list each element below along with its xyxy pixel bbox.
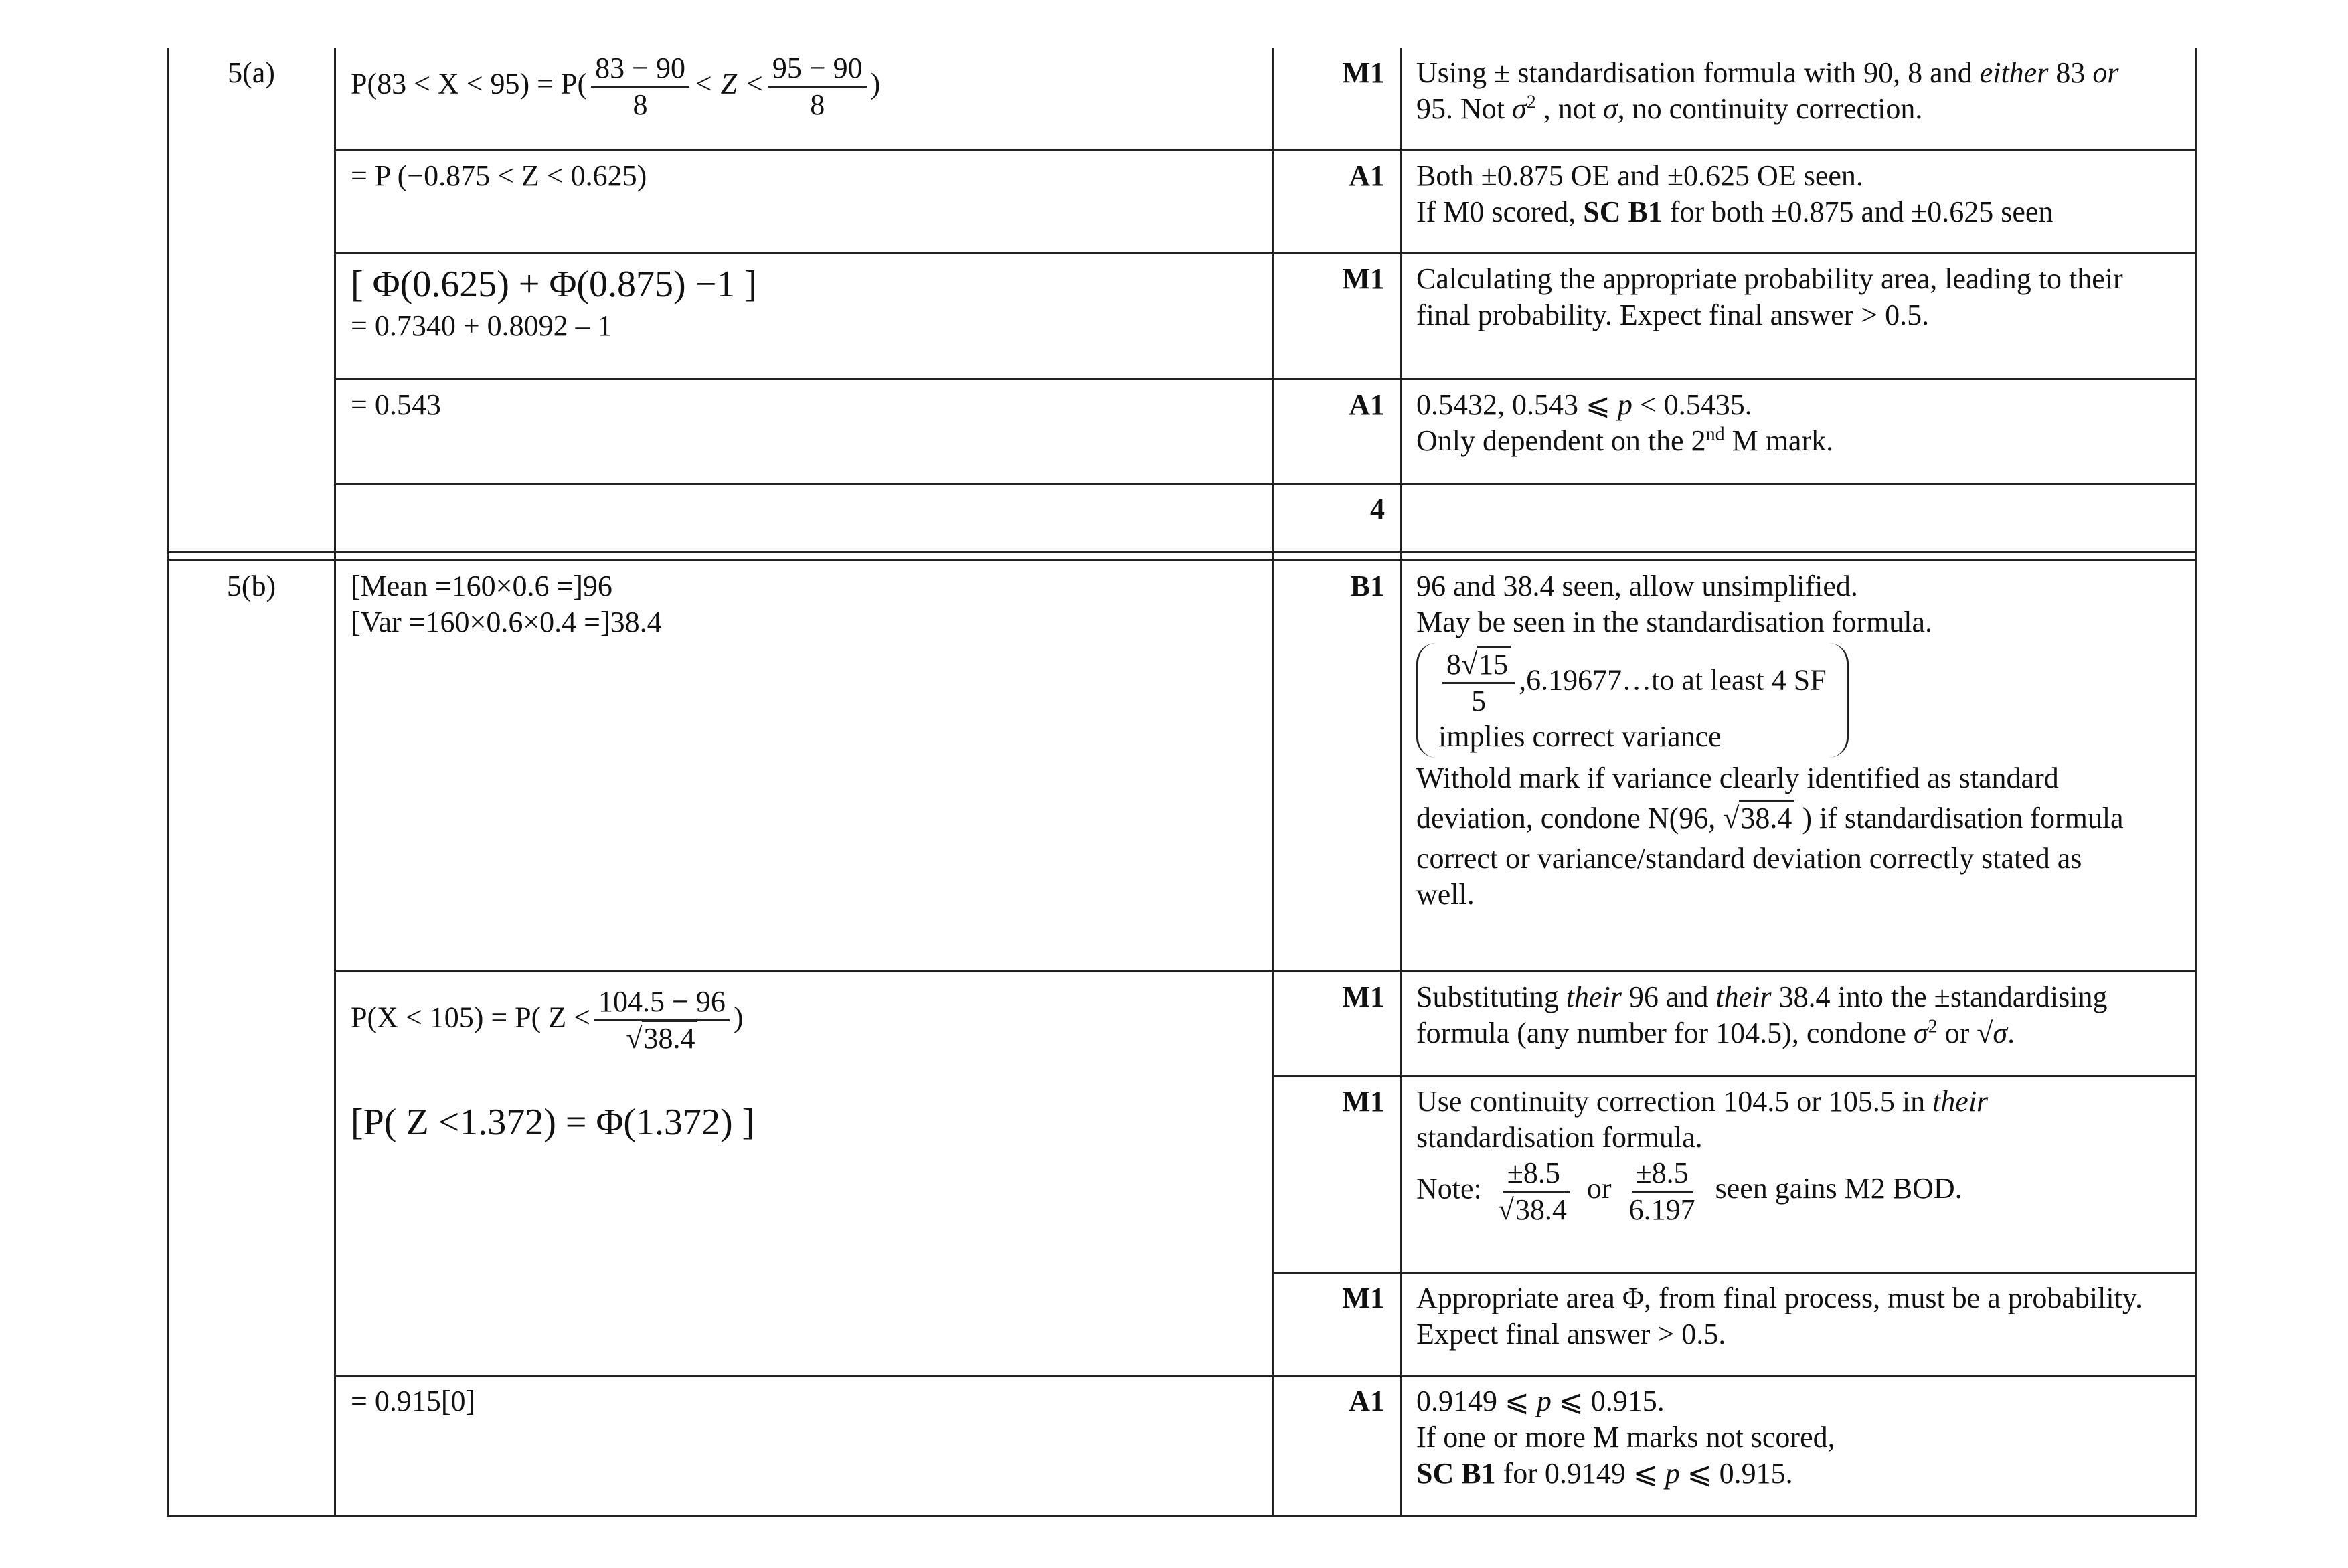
- guidance-text: SC B1: [1416, 1456, 1496, 1490]
- table-row: [168, 971, 2197, 1075]
- separator-cell: [1274, 551, 1401, 560]
- guidance-text: formula (any number for 104.5), condone: [1416, 1016, 1914, 1049]
- guidance-text: , not: [1535, 92, 1603, 125]
- guidance-text: or: [1586, 1172, 1612, 1205]
- guidance-line: Calculating the appropriate probability area, leading to their: [1416, 262, 2123, 295]
- guidance-line: Appropriate area Φ, from final process, must be a probability.: [1416, 1281, 2143, 1314]
- guidance-text: 8: [1446, 647, 1461, 681]
- guidance-text: .: [2007, 1016, 2015, 1049]
- guidance-text: SC B1: [1583, 195, 1663, 228]
- guidance-text: p: [1617, 387, 1632, 421]
- guidance-text: p: [1665, 1456, 1680, 1490]
- working-text: ): [733, 1000, 744, 1034]
- fraction-numerator: 83 − 90: [591, 51, 689, 88]
- working-cell: [335, 253, 1274, 379]
- bracketed-note: [1416, 643, 1849, 758]
- total-mark-cell: [1274, 483, 1401, 551]
- guidance-cell: [1401, 48, 2197, 150]
- mark-label: A1: [1349, 387, 1385, 421]
- guidance-text: 0.9149 ⩽: [1416, 1384, 1537, 1417]
- fraction-denominator: 5: [1471, 684, 1487, 717]
- guidance-cell: [1401, 150, 2197, 253]
- guidance-text: ) if standardisation formula: [1794, 801, 2124, 835]
- table-row: [168, 379, 2197, 483]
- question-label: 5(b): [226, 569, 276, 602]
- mark-cell: [1274, 1375, 1401, 1516]
- guidance-text: p: [1536, 1384, 1552, 1417]
- guidance-text: Using ± standardisation formula with 90, 8 and: [1416, 56, 1980, 89]
- guidance-text: Only dependent on the 2: [1416, 424, 1706, 457]
- fraction-denominator: 8: [810, 88, 825, 121]
- guidance-text: Use continuity correction 104.5 or 105.5 in: [1416, 1084, 1933, 1118]
- guidance-text: or: [2092, 56, 2119, 89]
- guidance-cell: [1401, 253, 2197, 379]
- guidance-text: their: [1932, 1084, 1989, 1118]
- separator-cell: [335, 551, 1274, 560]
- separator-cell: [1401, 551, 2197, 560]
- guidance-line: [1416, 1383, 2181, 1419]
- guidance-text: , no continuity correction.: [1617, 92, 1923, 125]
- question-label: 5(a): [228, 56, 275, 89]
- guidance-text: < 0.5435.: [1632, 387, 1752, 421]
- working-text: < Z <: [693, 67, 764, 100]
- guidance-line: [1416, 55, 2181, 91]
- fraction-numerator: [1442, 647, 1515, 684]
- fraction-numerator: 95 − 90: [768, 51, 867, 88]
- guidance-cell: [1401, 379, 2197, 483]
- fraction: [591, 51, 689, 122]
- guidance-line: correct or variance/standard deviation correctly stated as: [1416, 841, 2082, 875]
- guidance-line: Withold mark if variance clearly identified as standard: [1416, 761, 2059, 794]
- guidance-line: [1416, 387, 2181, 423]
- guidance-text: 15: [1477, 646, 1511, 681]
- guidance-text: for 0.9149 ⩽: [1495, 1456, 1665, 1490]
- guidance-text: 95. Not: [1416, 92, 1512, 125]
- fraction: [1442, 647, 1515, 719]
- mark-label: M1: [1342, 1084, 1385, 1118]
- working-cell: [335, 560, 1274, 971]
- guidance-line: [1416, 194, 2181, 230]
- bracketed-line: [1438, 647, 1827, 719]
- guidance-text: σ: [1993, 1016, 2008, 1049]
- working-text: [ Φ(0.625) + Φ(0.875) −1 ]: [351, 263, 757, 305]
- guidance-line: [1416, 1083, 2181, 1120]
- guidance-text: or √: [1937, 1016, 1993, 1049]
- guidance-text: Substituting: [1416, 980, 1566, 1013]
- fraction: [1625, 1156, 1699, 1227]
- fraction: [594, 984, 730, 1056]
- guidance-text: 38.4: [1739, 800, 1794, 835]
- working-text: = 0.543: [351, 387, 441, 421]
- guidance-text: σ: [1602, 92, 1618, 125]
- guidance-line: May be seen in the standardisation formula.: [1416, 605, 1933, 638]
- guidance-line: [1416, 979, 2181, 1015]
- fraction: [1494, 1156, 1574, 1227]
- fraction-denominator: 6.197: [1628, 1193, 1695, 1226]
- guidance-text: ⩽ 0.915.: [1551, 1384, 1665, 1417]
- mark-cell: [1274, 150, 1401, 253]
- working-cell: [335, 379, 1274, 483]
- fraction-denominator: 8: [633, 88, 648, 121]
- mark-label: A1: [1349, 1384, 1385, 1417]
- guidance-text: 38.4: [1514, 1191, 1570, 1226]
- guidance-text: for both ±0.875 and ±0.625 seen: [1662, 195, 2053, 228]
- working-cell: [335, 150, 1274, 253]
- guidance-text: their: [1715, 980, 1772, 1013]
- fraction-numerator: 104.5 − 96: [594, 984, 730, 1021]
- guidance-line: well.: [1416, 877, 1475, 911]
- fraction-numerator: ±8.5: [1503, 1156, 1564, 1193]
- guidance-text: nd: [1705, 423, 1725, 444]
- guidance-line: [1416, 1015, 2181, 1051]
- working-cell: [335, 483, 1274, 551]
- table-row: [168, 560, 2197, 971]
- table-row: [168, 150, 2197, 253]
- guidance-text: Note:: [1416, 1172, 1482, 1205]
- guidance-line: [1416, 91, 2181, 127]
- guidance-text: 38.4 into the ±standardising: [1771, 980, 2108, 1013]
- working-text: [Var =160×0.6×0.4 =]38.4: [351, 605, 662, 638]
- guidance-text: seen gains M2 BOD.: [1715, 1172, 1962, 1205]
- working-line: [351, 984, 1258, 1056]
- guidance-line: final probability. Expect final answer > 0.5.: [1416, 298, 1930, 331]
- guidance-text: ,6.19677…to at least 4 SF: [1519, 663, 1827, 697]
- guidance-text: M mark.: [1724, 424, 1834, 457]
- table-row: [168, 48, 2197, 150]
- mark-cell: [1274, 253, 1401, 379]
- mark-label: M1: [1342, 56, 1385, 89]
- guidance-line: [1416, 796, 2181, 841]
- fraction: [768, 51, 867, 122]
- guidance-cell: [1401, 971, 2197, 1075]
- guidance-line: Expect final answer > 0.5.: [1416, 1317, 1726, 1351]
- sqrt-symbol: √38.4: [1498, 1193, 1570, 1227]
- guidance-text: deviation, condone N(96,: [1416, 801, 1724, 835]
- fraction-denominator: [1494, 1193, 1574, 1227]
- guidance-text: σ: [1913, 1016, 1928, 1049]
- guidance-text: either: [1979, 56, 2049, 89]
- guidance-line: [1416, 1456, 2181, 1492]
- working-cell: [335, 971, 1274, 1375]
- mark-label: M1: [1342, 262, 1385, 295]
- working-text: P(83 < X < 95) = P(: [351, 67, 588, 100]
- working-cell: [335, 1375, 1274, 1516]
- table-row: [168, 253, 2197, 379]
- table-row: [168, 483, 2197, 551]
- mark-cell: [1274, 1075, 1401, 1272]
- working-text: P(X < 105) = P( Z <: [351, 1000, 590, 1034]
- mark-cell: [1274, 48, 1401, 150]
- working-text: = 0.915[0]: [351, 1384, 476, 1417]
- table-row: [168, 1375, 2197, 1516]
- guidance-cell: [1401, 483, 2197, 551]
- working-text: = 0.7340 + 0.8092 – 1: [351, 309, 612, 342]
- guidance-cell: [1401, 560, 2197, 971]
- mark-label: M1: [1342, 1281, 1385, 1314]
- fraction-numerator: ±8.5: [1632, 1156, 1693, 1193]
- separator-cell: [168, 551, 335, 560]
- guidance-text: their: [1566, 980, 1622, 1013]
- guidance-cell: [1401, 1375, 2197, 1516]
- guidance-text: 0.5432, 0.543 ⩽: [1416, 387, 1618, 421]
- mark-scheme-table: [167, 48, 2197, 1517]
- guidance-text: σ: [1512, 92, 1527, 125]
- guidance-text: 2: [1928, 1015, 1938, 1037]
- mark-cell: [1274, 379, 1401, 483]
- guidance-text: ⩽ 0.915.: [1679, 1456, 1793, 1490]
- mark-label: A1: [1349, 159, 1385, 192]
- mark-label: M1: [1342, 980, 1385, 1013]
- guidance-line: Both ±0.875 OE and ±0.625 OE seen.: [1416, 159, 1863, 192]
- working-text: [P( Z <1.372) = Φ(1.372) ]: [351, 1101, 755, 1143]
- guidance-cell: [1401, 1075, 2197, 1272]
- sqrt-symbol: √38.4: [1723, 796, 1794, 841]
- guidance-line: 96 and 38.4 seen, allow unsimplified.: [1416, 569, 1858, 602]
- guidance-line: [1416, 1156, 2181, 1227]
- working-text: [Mean =160×0.6 =]96: [351, 569, 612, 602]
- guidance-text: 83: [2048, 56, 2093, 89]
- working-text: ): [870, 67, 881, 100]
- guidance-text: 96 and: [1621, 980, 1716, 1013]
- mark-cell: [1274, 1272, 1401, 1375]
- mark-cell: [1274, 971, 1401, 1075]
- fraction-denominator: [622, 1021, 701, 1056]
- sqrt-symbol: √38.4: [626, 1021, 697, 1056]
- mark-cell: [1274, 560, 1401, 971]
- guidance-line: If one or more M marks not scored,: [1416, 1420, 1835, 1454]
- question-number: [168, 560, 335, 1516]
- total-mark: 4: [1370, 492, 1385, 525]
- bracketed-line: implies correct variance: [1438, 719, 1722, 753]
- section-separator: [168, 551, 2197, 560]
- guidance-text: 2: [1526, 92, 1536, 113]
- sqrt-symbol: √15: [1461, 647, 1511, 682]
- working-text: = P (−0.875 < Z < 0.625): [351, 159, 647, 192]
- guidance-text: If M0 scored,: [1416, 195, 1584, 228]
- guidance-cell: [1401, 1272, 2197, 1375]
- working-text: 38.4: [642, 1020, 697, 1055]
- mark-label: B1: [1350, 569, 1385, 602]
- guidance-line: standardisation formula.: [1416, 1120, 1703, 1154]
- guidance-line: [1416, 423, 2181, 459]
- question-number: [168, 48, 335, 551]
- working-cell: [335, 48, 1274, 150]
